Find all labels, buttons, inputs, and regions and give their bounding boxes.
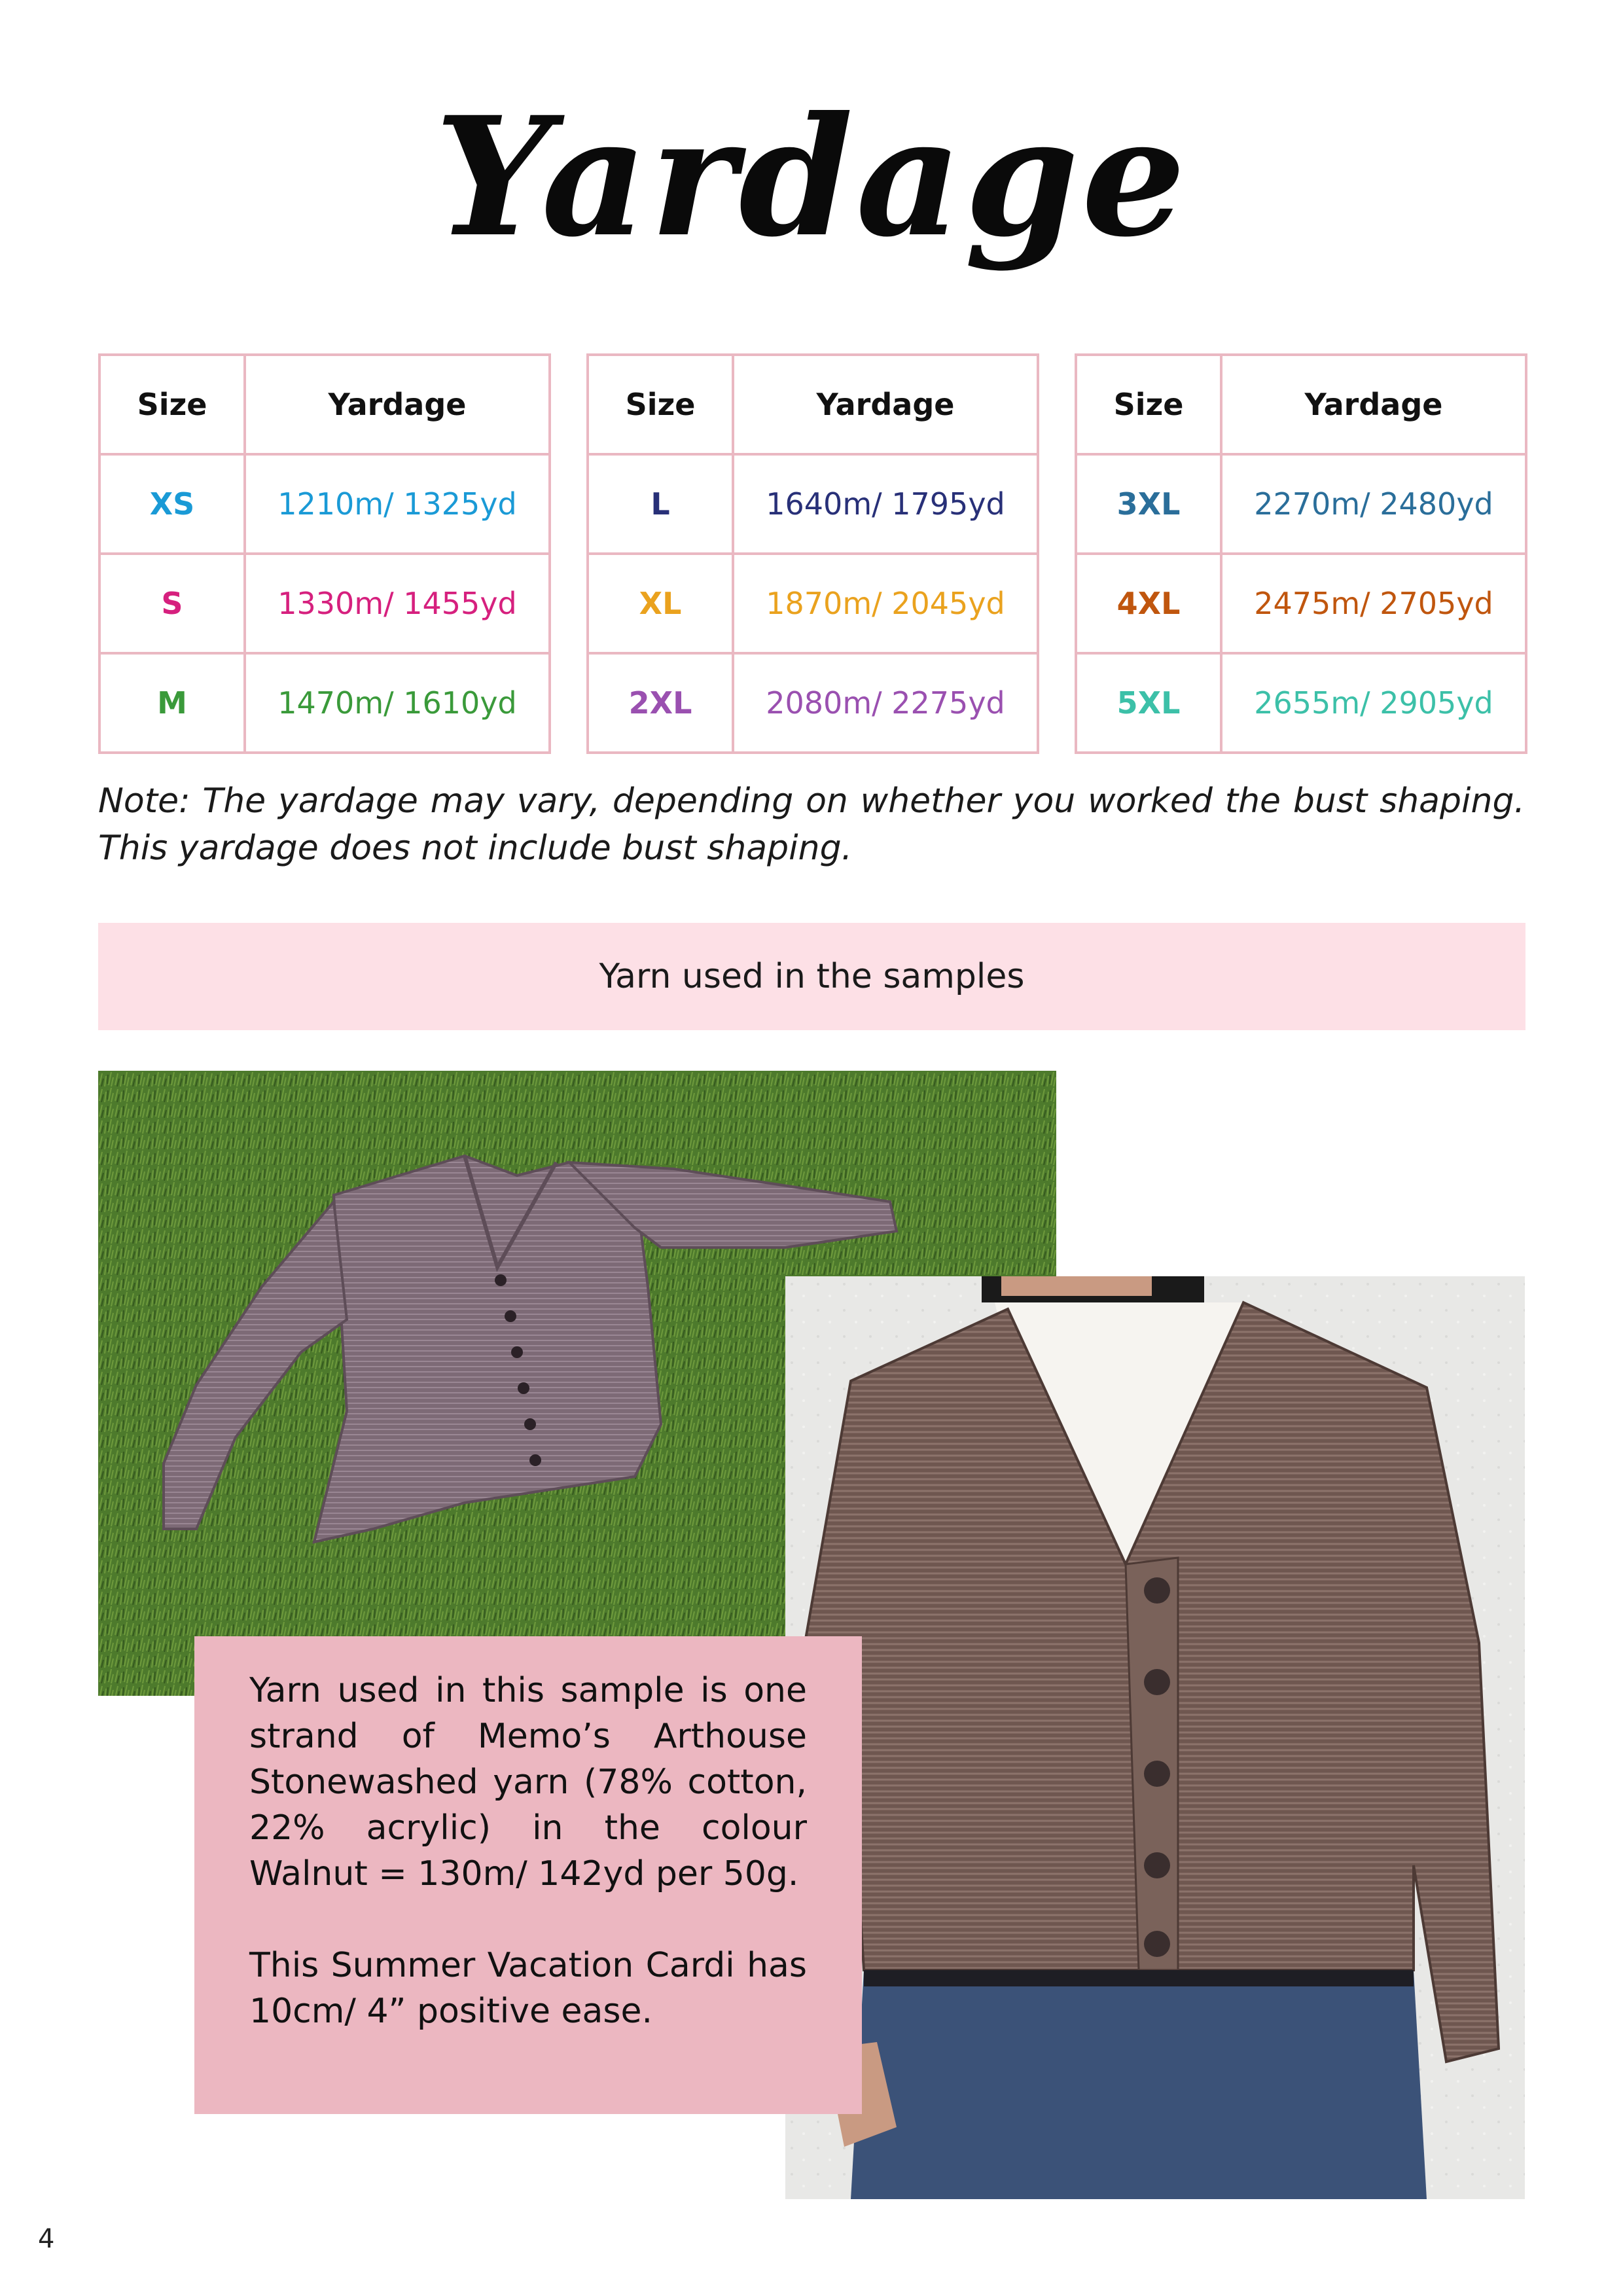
yardage-cell: 1870m/ 2045yd (733, 554, 1038, 653)
table-row (99, 454, 550, 554)
size-cell: 2XL (588, 653, 733, 753)
yardage-cell: 1210m/ 1325yd (245, 454, 550, 554)
header-yardage: Yardage (1221, 355, 1526, 454)
table-row (1076, 653, 1526, 753)
header-size: Size (1076, 355, 1221, 454)
header-size: Size (588, 355, 733, 454)
table-row (588, 653, 1038, 753)
yardage-cell: 2655m/ 2905yd (1221, 653, 1526, 753)
table-row (1076, 554, 1526, 653)
yardage-cell: 2475m/ 2705yd (1221, 554, 1526, 653)
size-cell: M (99, 653, 245, 753)
table-header-row (99, 355, 550, 454)
size-cell: 4XL (1076, 554, 1221, 653)
header-yardage: Yardage (733, 355, 1038, 454)
yardage-table-2 (586, 353, 1039, 754)
size-cell: 5XL (1076, 653, 1221, 753)
yardage-cell: 1640m/ 1795yd (733, 454, 1038, 554)
cardigan-worn-photo (785, 1276, 1525, 2199)
size-cell: S (99, 554, 245, 653)
yarn-info-box (194, 1636, 862, 2114)
table-row (588, 554, 1038, 653)
yardage-cell: 1470m/ 1610yd (245, 653, 550, 753)
yardage-table-1 (98, 353, 551, 754)
section-heading-band (98, 923, 1525, 1030)
yardage-cell: 2080m/ 2275yd (733, 653, 1038, 753)
yarn-info-paragraph: Yarn used in this sample is one strand of Memo’s Arthouse Stonewashed yarn (78% cotton, 22% acrylic) in the colour Walnut = 130m/ 142yd per 50g. (249, 1671, 807, 1893)
yardage-table-3 (1075, 353, 1527, 754)
page-title: Yardage (435, 81, 1188, 273)
table-header-row (588, 355, 1038, 454)
table-row (1076, 454, 1526, 554)
table-row (588, 454, 1038, 554)
table-header-row (1076, 355, 1526, 454)
size-cell: 3XL (1076, 454, 1221, 554)
page-number: 4 (38, 2224, 55, 2254)
yardage-cell: 1330m/ 1455yd (245, 554, 550, 653)
header-yardage: Yardage (245, 355, 550, 454)
section-heading: Yarn used in the samples (599, 957, 1025, 996)
yardage-note: Note: The yardage may vary, depending on whether you worked the bust shaping. This yardage does not include bust shaping. (98, 781, 1525, 868)
table-row (99, 554, 550, 653)
size-cell: XS (99, 454, 245, 554)
header-size: Size (99, 355, 245, 454)
ease-info-paragraph: This Summer Vacation Cardi has 10cm/ 4” positive ease. (249, 1946, 807, 2031)
size-cell: XL (588, 554, 733, 653)
yardage-cell: 2270m/ 2480yd (1221, 454, 1526, 554)
table-row (99, 653, 550, 753)
size-cell: L (588, 454, 733, 554)
